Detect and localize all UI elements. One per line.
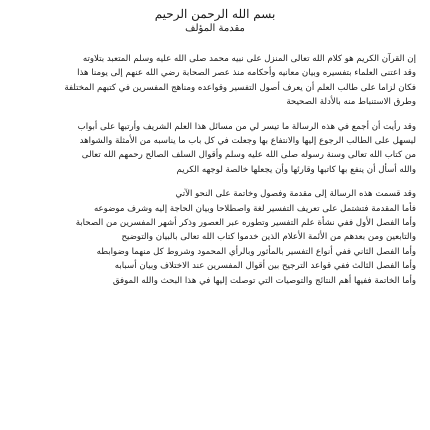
text-line: والله أسأل أن ينفع بها كاتبها وقارئها وأن يجعلها خالصة لوجهه الكريم bbox=[176, 164, 416, 175]
text-line: من كتاب الله تعالى وسنة رسوله صلى الله عليه وسلم وأقوال السلف الصالح رحمهم الله تعالى bbox=[81, 150, 416, 161]
text-line: وقد اعتنى العلماء بتفسيره وبيان معانيه وأحكامه منذ عصر الصحابة رضي الله عنهم إلى يومنا هذا bbox=[77, 68, 416, 79]
text-line: وأما الفصل الثاني ففي أنواع التفسير بالمأثور وبالرأي المحمود وشروط كل منهما وضوابطه bbox=[96, 246, 416, 257]
paragraph-3 bbox=[14, 187, 416, 288]
text-line: وأما الفصل الأول ففي نشأة علم التفسير وتطوره عبر العصور وذكر أشهر المفسرين من الصحابة bbox=[75, 218, 416, 229]
paragraph-2 bbox=[14, 120, 416, 178]
text-line: وأما الخاتمة ففيها أهم النتائج والتوصيات التي توصلت إليها في هذا البحث والله الموفق bbox=[112, 275, 416, 286]
text-line: إن القرآن الكريم هو كلام الله تعالى المنزل على نبيه محمد صلى الله عليه وسلم المتعبد بتلاوته bbox=[82, 54, 416, 64]
text-line: فأما المقدمة فتشتمل على تعريف التفسير لغة واصطلاحا وبيان الحاجة إليه وشرف موضوعه bbox=[93, 203, 416, 214]
page-title: مقدمة المؤلف bbox=[185, 23, 245, 34]
text-line: وطرق الاستنباط منه بالأدلة الصحيحة bbox=[286, 97, 416, 108]
text-line: وأما الفصل الثالث ففي قواعد الترجيح بين أقوال المفسرين عند الاختلاف وبيان أسبابه bbox=[114, 261, 416, 272]
text-line: وقد رأيت أن أجمع في هذه الرسالة ما تيسر لي من مسائل هذا العلم الشريف وأرتبها على أبواب bbox=[77, 121, 416, 132]
paragraph-1 bbox=[14, 52, 416, 110]
text-line: ليسهل على الطالب الرجوع إليها والانتفاع بها وجعلت في كل باب ما يناسبه من الأمثلة والشواهد bbox=[79, 136, 416, 147]
basmala: بسم الله الرحمن الرحيم bbox=[154, 7, 276, 21]
text-line: والتابعين ومن بعدهم من الأئمة الأعلام الذين خدموا كتاب الله تعالى بالبيان والتوضيح bbox=[121, 232, 416, 243]
text-line: فكان لزاما على طالب العلم أن يعرف أصول التفسير وقواعده ومناهج المفسرين في كتبهم المختلفة bbox=[64, 82, 416, 93]
text-line: وقد قسمت هذه الرسالة إلى مقدمة وفصول وخاتمة على النحو الآتي bbox=[175, 189, 416, 200]
